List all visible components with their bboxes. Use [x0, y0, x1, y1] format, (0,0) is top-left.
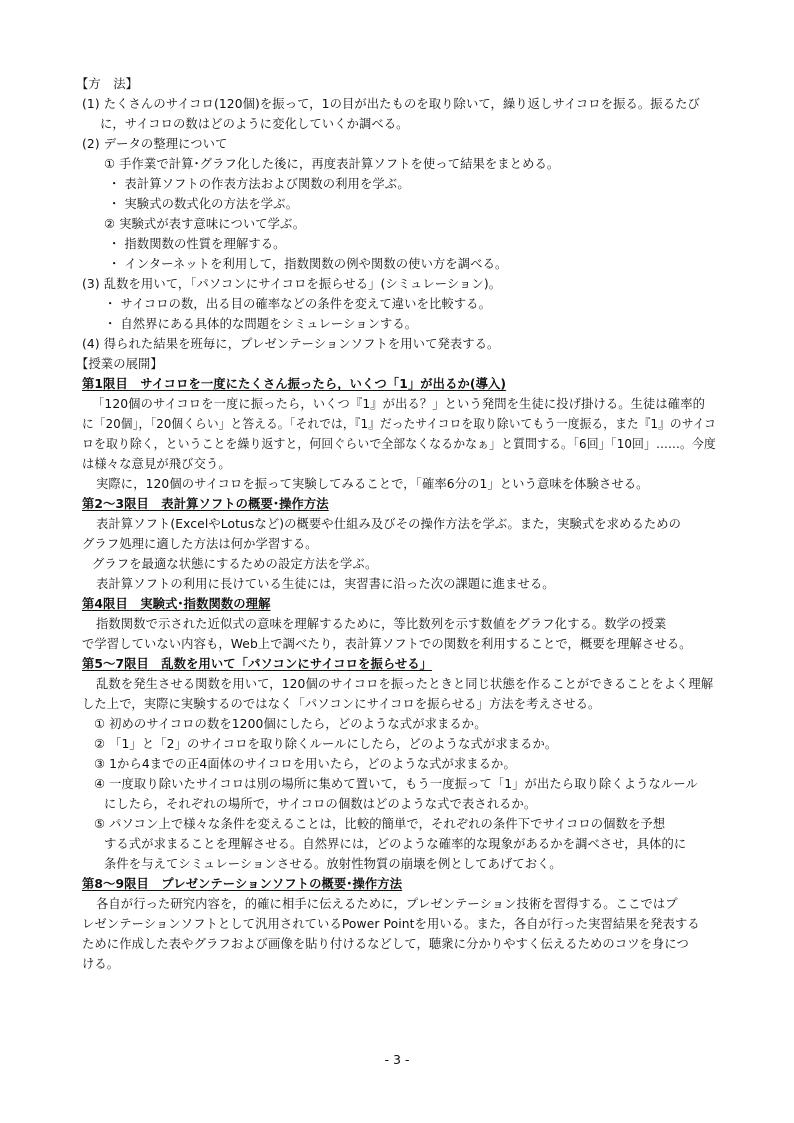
method-item-2: (2) データの整理について [82, 137, 228, 151]
period-4-line: で学習していない内容も，Web上で調べたり，表計算ソフトでの関数を利用することで，概要を理解させる。 [82, 637, 692, 651]
period-8-line: 各自が行った研究内容を，的確に相手に伝えるために，プレゼンテーション技術を習得する。ここではプ [96, 897, 678, 911]
period-2-line: グラフを最適な状態にするための設定方法を学ぶ。 [92, 557, 378, 571]
period-1-line: 実際に，120個のサイコロを振って実験してみることで，「確率6分の1」という意味を体験させる。 [96, 477, 649, 491]
period-5-item-1: ① 初めのサイコロの数を1200個にしたら，どのような式が求まるか。 [94, 717, 487, 731]
period-2-heading: 第2～3限目 表計算ソフトの概要･操作方法 [82, 497, 329, 511]
method-item-3: (3) 乱数を用いて，「パソコンにサイコロを振らせる」(シミュレーション)。 [82, 277, 502, 291]
period-5-item-2: ② 「1」と「2」のサイコロを取り除くルールにしたら，どのような式が求まるか。 [94, 737, 558, 751]
method-item-1-cont: に，サイコロの数はどのように変化していくか調べる。 [100, 117, 409, 131]
period-5-line: 乱数を発生させる関数を用いて，120個のサイコロを振ったときと同じ状態を作ることができることをよく理解 [96, 677, 714, 691]
period-5-item-5-cont: する式が求まることを理解させる。自然界には，どのような確率的な現象があるかを調べさせ，具体的に [104, 837, 687, 851]
period-8-line: ために作成した表やグラフおよび画像を貼り付けるなどして，聴衆に分かりやすく伝えるためのコツを身につ [82, 937, 689, 951]
method-item-2-2: ② 実験式が表す意味について学ぶ。 [104, 217, 306, 231]
method-item-4: (4) 得られた結果を班毎に，プレゼンテーションソフトを用いて発表する。 [82, 337, 500, 351]
method-item-1: (1) たくさんのサイコロ(120個)を振って，1の目が出たものを取り除いて，繰り返しサイコロを振る。振るたび [82, 97, 700, 111]
method-item-3-a: ・ サイコロの数，出る目の確率などの条件を変えて違いを比較する。 [104, 297, 491, 311]
method-item-2-1-b: ・ 実験式の数式化の方法を学ぶ。 [108, 197, 299, 211]
method-item-2-2-a: ・ 指数関数の性質を理解する。 [108, 237, 286, 251]
method-heading: 【方 法】 [76, 77, 138, 91]
period-5-item-4: ④ 一度取り除いたサイコロは別の場所に集めて置いて，もう一度振って「1」が出たら取り除くようなルール [94, 777, 698, 791]
period-5-item-3: ③ 1から4までの正4面体のサイコロを用いたら，どのような式が求まるか。 [94, 757, 516, 771]
page-number: - 3 - [384, 1052, 410, 1067]
period-2-line: グラフ処理に適した方法は何か学習する。 [82, 537, 318, 551]
method-item-2-2-b: ・ インターネットを利用して，指数関数の例や関数の使い方を調べる。 [108, 257, 508, 271]
period-5-item-5-cont: 条件を与えてシミュレーションさせる。放射性物質の崩壊を例としてあげておく。 [104, 857, 562, 871]
period-2-line: 表計算ソフトの利用に長けている生徒には，実習書に沿った次の課題に進ませる。 [96, 577, 555, 591]
period-1-heading: 第1限目 サイコロを一度にたくさん振ったら，いくつ「1」が出るか(導入) [82, 377, 507, 391]
development-heading: 【授業の展開】 [76, 357, 163, 371]
period-8-line: レゼンテーションソフトとして汎用されているPower Pointを用いる。また，各自が行った実習結果を発表する [82, 917, 700, 931]
period-2-line: 表計算ソフト(ExcelやLotusなど)の概要や仕組み及びその操作方法を学ぶ。また，実験式を求めるための [96, 517, 682, 531]
period-4-line: 指数関数で示された近似式の意味を理解するために，等比数列を示す数値をグラフ化する。数学の授業 [96, 617, 667, 631]
period-5-line: した上で，実際に実験するのではなく「パソコンにサイコロを振らせる」方法を考えさせる。 [82, 697, 601, 711]
period-4-heading: 第4限目 実験式･指数関数の理解 [82, 597, 271, 611]
period-8-line: ける。 [82, 957, 120, 971]
method-item-2-1-a: ・ 表計算ソフトの作表方法および関数の利用を学ぶ。 [108, 177, 410, 191]
period-5-item-5: ⑤ パソコン上で様々な条件を変えることは，比較的簡単で，それぞれの条件下でサイコロの個数を予想 [94, 817, 666, 831]
period-5-item-4-cont: にしたら，それぞれの場所で，サイコロの個数はどのような式で表されるか。 [104, 797, 537, 811]
method-item-2-1: ① 手作業で計算･グラフ化した後に，再度表計算ソフトを使って結果をまとめる。 [104, 157, 560, 171]
period-5-heading: 第5～7限目 乱数を用いて「パソコンにサイコロを振らせる」 [82, 657, 433, 671]
period-1-line: に「20個」，「20個くらい」と答える。「それでは，『1』だったサイコロを取り除いてもう一度振る，また『1』のサイコ [82, 417, 716, 431]
period-1-line: 「120個のサイコロを一度に振ったら，いくつ『1』が出る？」という発問を生徒に投げ掛ける。生徒は確率的 [92, 397, 705, 411]
period-1-line: ロを取り除く，ということを繰り返すと，何回ぐらいで全部なくなるかなぁ」と質問する。「6回」「10回」……。今度 [82, 437, 716, 451]
method-item-3-b: ・ 自然界にある具体的な問題をシミュレーションする。 [104, 317, 418, 331]
period-8-heading: 第8～9限目 プレゼンテーションソフトの概要･操作方法 [82, 877, 403, 891]
period-1-line: は様々な意見が飛び交う。 [82, 457, 231, 471]
